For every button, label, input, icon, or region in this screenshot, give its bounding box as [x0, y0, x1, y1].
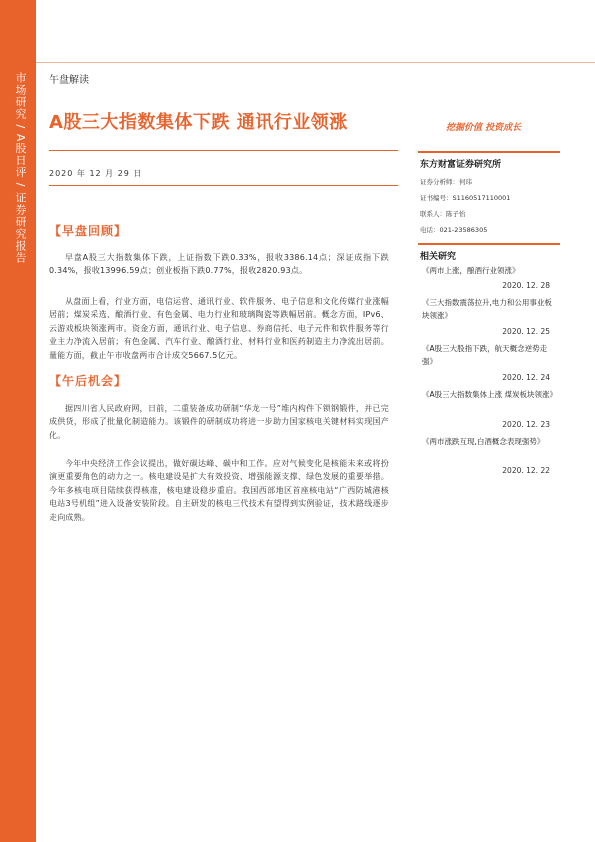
related-rule [418, 243, 560, 245]
title-rule [49, 150, 398, 151]
page-title: A股三大指数集体下跌 通讯行业领涨 [49, 112, 348, 133]
phone-line: 电话：021-23586305 [420, 226, 488, 234]
related-item-title[interactable]: 《两市涨跌互现,白酒概念表现强势》 [422, 437, 545, 446]
related-item-title[interactable]: 《三大指数震荡拉升,电力和公用事业板块领涨》 [422, 298, 552, 320]
side-category-text: 市场研究 / A股日评 / 证券研究报告 [14, 72, 27, 264]
section-heading-morning: 【早盘回顾】 [49, 224, 128, 238]
cert-line: 证书编号：S1160517110001 [420, 194, 511, 202]
related-item-title[interactable]: 《两市上涨，酿酒行业领涨》 [422, 266, 520, 275]
contact-line: 联系人：陈子怡 [420, 210, 466, 218]
related-item-date: 2020. 12. 24 [502, 373, 550, 382]
related-item-title[interactable]: 《A股三大指数集体上涨 煤炭板块领涨》 [422, 390, 558, 399]
institution-name: 东方财富证券研究所 [420, 160, 502, 170]
related-item-date: 2020. 12. 25 [502, 327, 550, 336]
related-item-title[interactable]: 《A股三大股指下跌，航天概念逆势走强》 [422, 344, 548, 366]
analyst-line: 证券分析师：何玮 [420, 178, 472, 186]
related-item-date: 2020. 12. 22 [502, 466, 550, 475]
morning-paragraph-2: 从盘面上看，行业方面，电信运营、通讯行业、软件服务、电子信息和文化传媒行业涨幅居前；煤炭采选、酿酒行业、有色金属、电力行业和玻璃陶瓷等跌幅居前。概念方面，IPv6、云游戏板块领涨两市。资金方面，通讯行业、电子信息、券商信托、电子元件和软件服务等行业主力净流入居前；有色金属、汽车行业、酿酒行业、材料行业和医药制造主力净流出居前。量能方面，截止午市收盘两市合计成交5667.5亿元。 [49, 297, 389, 360]
slogan: 挖掘价值 投资成长 [446, 123, 522, 133]
date-rule [49, 185, 398, 186]
related-heading: 相关研究 [420, 252, 457, 262]
morning-paragraph-1: 早盘A股三大指数集体下跌，上证指数下跌0.33%，报收3386.14点；深证成指下跌0.34%，报收13996.59点；创业板指下跌0.77%，报收2820.93点。 [49, 253, 389, 276]
header-divider [36, 62, 595, 63]
related-item-date: 2020. 12. 23 [502, 420, 550, 429]
section-heading-afternoon: 【午后机会】 [49, 374, 128, 388]
afternoon-paragraph-2: 今年中央经济工作会议提出，做好碳达峰、碳中和工作。应对气候变化是核能未来或将扮演更重要角色的动力之一。核电建设是扩大有效投资、增强能源支撑、绿色发展的重要举措。今年多核电项目陆续获得核准，核电建设稳步重启。我国西部地区首座核电站“广西防城港核电站3号机组”进入设备安装阶段。自主研发的核电三代技术有望得到实例验证，技术路线逐步走向成熟。 [49, 459, 389, 522]
institution-rule [418, 151, 560, 153]
column-name: 午盘解读 [49, 75, 89, 86]
side-bar [0, 0, 36, 842]
report-date: 2020 年 12 月 29 日 [49, 169, 143, 178]
related-item-date: 2020. 12. 28 [502, 281, 550, 290]
afternoon-paragraph-1: 据四川省人民政府网，日前，二重装备成功研制“华龙一号”堆内构件下锁钢锻件，并已完成供货，形成了批量化制造能力。该锻件的研制成功将进一步助力国家核电关键材料实现国产化。 [49, 404, 389, 440]
